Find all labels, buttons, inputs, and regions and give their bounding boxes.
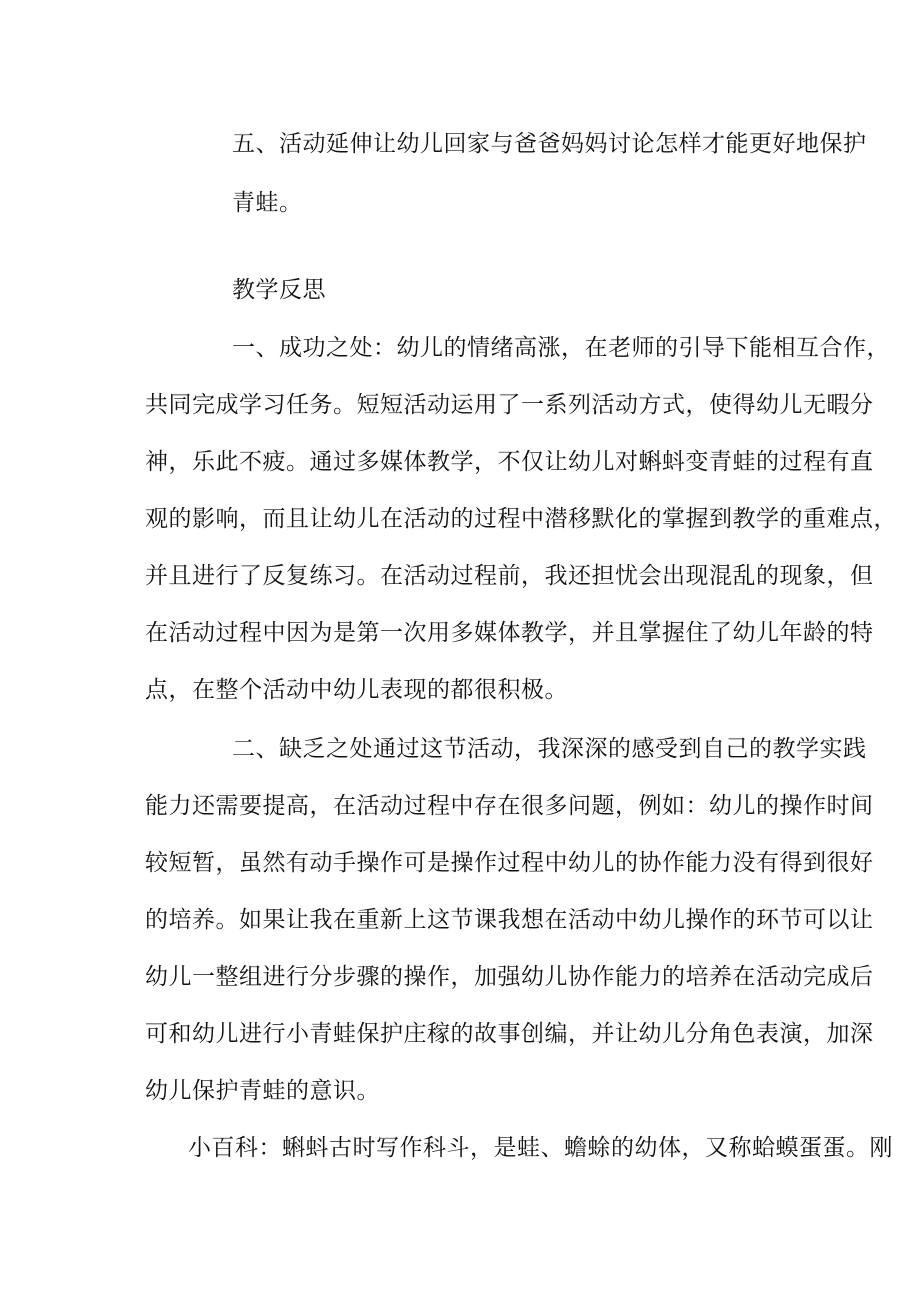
success-paragraph-line: 共同完成学习任务。短短活动运用了一系列活动方式，使得幼儿无暇分 — [145, 392, 874, 418]
success-paragraph-line: 神，乐此不疲。通过多媒体教学，不仅让幼儿对蝌蚪变青蛙的过程有直 — [145, 449, 874, 475]
shortcoming-paragraph-line: 可和幼儿进行小青蛙保护庄稼的故事创编，并让幼儿分角色表演，加深 — [145, 1021, 874, 1047]
reflection-heading: 教学反思 — [232, 277, 326, 303]
success-paragraph-line: 一、成功之处：幼儿的情绪高涨，在老师的引导下能相互合作， — [232, 335, 890, 361]
success-paragraph-line: 观的影响，而且让幼儿在活动的过程中潜移默化的掌握到教学的重难点， — [145, 506, 897, 532]
success-paragraph-line: 并且进行了反复练习。在活动过程前，我还担忧会出现混乱的现象，但 — [145, 563, 874, 589]
success-paragraph-line: 点，在整个活动中幼儿表现的都很积极。 — [145, 677, 568, 703]
shortcoming-paragraph-line: 幼儿保护青蛙的意识。 — [145, 1078, 380, 1104]
section5-line-2: 青蛙。 — [232, 190, 303, 216]
shortcoming-paragraph-line: 能力还需要提高，在活动过程中存在很多问题，例如：幼儿的操作时间 — [145, 793, 874, 819]
encyclopedia-line: 小百科：蝌蚪古时写作科斗，是蛙、蟾蜍的幼体，又称蛤蟆蛋蛋。刚 — [188, 1135, 893, 1161]
shortcoming-paragraph-line: 二、缺乏之处通过这节活动，我深深的感受到自己的教学实践 — [232, 736, 867, 762]
shortcoming-paragraph-line: 的培养。如果让我在重新上这节课我想在活动中幼儿操作的环节可以让 — [145, 907, 874, 933]
shortcoming-paragraph-line: 较短暂，虽然有动手操作可是操作过程中幼儿的协作能力没有得到很好 — [145, 850, 874, 876]
section5-line-1: 五、活动延伸让幼儿回家与爸爸妈妈讨论怎样才能更好地保护 — [232, 131, 867, 157]
shortcoming-paragraph-line: 幼儿一整组进行分步骤的操作，加强幼儿协作能力的培养在活动完成后 — [145, 964, 874, 990]
success-paragraph-line: 在活动过程中因为是第一次用多媒体教学，并且掌握住了幼儿年龄的特 — [145, 620, 874, 646]
